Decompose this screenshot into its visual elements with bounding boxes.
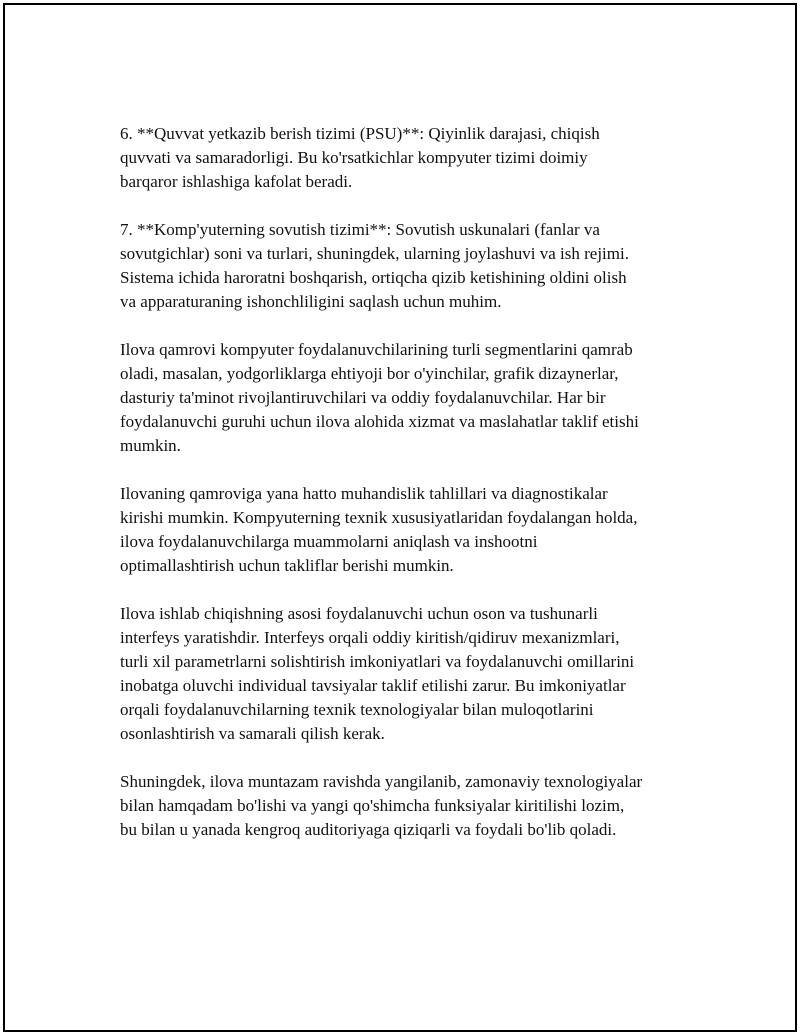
text-line: 6. **Quvvat yetkazib berish tizimi (PSU)**: Qiyinlik darajasi, chiqish <box>120 124 600 143</box>
text-line: Ilova ishlab chiqishning asosi foydalanuvchi uchun oson va tushunarli <box>120 604 598 623</box>
text-line: bilan hamqadam bo'lishi va yangi qo'shimcha funksiyalar kiritilishi lozim, <box>120 796 625 815</box>
text-line: dasturiy ta'minot rivojlantiruvchilari va oddiy foydalanuvchilar. Har bir <box>120 388 606 407</box>
text-line: oladi, masalan, yodgorliklarga ehtiyoji bor o'yinchilar, grafik dizaynerlar, <box>120 364 619 383</box>
text-line: optimallashtirish uchun takliflar berishi mumkin. <box>120 556 454 575</box>
text-line: osonlashtirish va samarali qilish kerak. <box>120 724 385 743</box>
text-line: barqaror ishlashiga kafolat beradi. <box>120 172 353 191</box>
paragraph-cooling <box>120 218 700 314</box>
text-line: ilova foydalanuvchilarga muammolarni aniqlash va inshootni <box>120 532 538 551</box>
text-line: Ilovaning qamroviga yana hatto muhandislik tahlillari va diagnostikalar <box>120 484 608 503</box>
text-line: turli xil parametrlarni solishtirish imkoniyatlari va foydalanuvchi omillarini <box>120 652 635 671</box>
text-line: sovutgichlar) soni va turlari, shuningdek, ularning joylashuvi va ish rejimi. <box>120 244 629 263</box>
paragraph-psu <box>120 122 700 194</box>
text-line: orqali foydalanuvchilarning texnik texnologiyalar bilan muloqotlarini <box>120 700 594 719</box>
document-body <box>120 122 700 842</box>
text-line: mumkin. <box>120 436 181 455</box>
text-line: kirishi mumkin. Kompyuterning texnik xususiyatlaridan foydalangan holda, <box>120 508 638 527</box>
text-line: Shuningdek, ilova muntazam ravishda yangilanib, zamonaviy texnologiyalar <box>120 772 643 791</box>
text-line: va apparaturaning ishonchliligini saqlash uchun muhim. <box>120 292 502 311</box>
text-line: Ilova qamrovi kompyuter foydalanuvchilarining turli segmentlarini qamrab <box>120 340 633 359</box>
text-line: foydalanuvchi guruhi uchun ilova alohida xizmat va maslahatlar taklif etishi <box>120 412 639 431</box>
page-frame <box>3 3 797 1032</box>
text-line: bu bilan u yanada kengroq auditoriyaga qiziqarli va foydali bo'lib qoladi. <box>120 820 617 839</box>
paragraph-updates <box>120 770 700 842</box>
paragraph-diagnostics <box>120 482 700 578</box>
paragraph-interface <box>120 602 700 746</box>
text-line: interfeys yaratishdir. Interfeys orqali oddiy kiritish/qidiruv mexanizmlari, <box>120 628 620 647</box>
text-line: inobatga oluvchi individual tavsiyalar taklif etilishi zarur. Bu imkoniyatlar <box>120 676 626 695</box>
text-line: quvvati va samaradorligi. Bu ko'rsatkichlar kompyuter tizimi doimiy <box>120 148 588 167</box>
text-line: 7. **Komp'yuterning sovutish tizimi**: Sovutish uskunalari (fanlar va <box>120 220 600 239</box>
text-line: Sistema ichida haroratni boshqarish, ortiqcha qizib ketishining oldini olish <box>120 268 627 287</box>
paragraph-scope <box>120 338 700 458</box>
